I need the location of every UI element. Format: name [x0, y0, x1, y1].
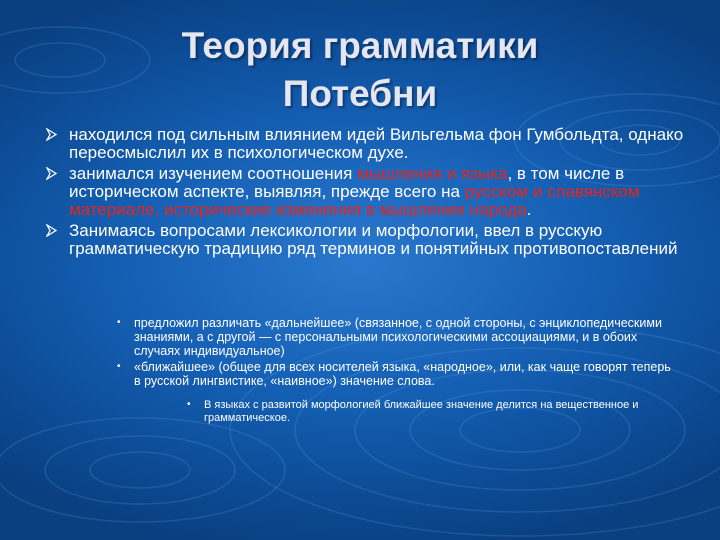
bullet-text: занимался изучением соотношения — [69, 164, 358, 183]
bullet-item — [46, 222, 686, 258]
bullet-text: Занимаясь вопросами лексикологии и морфологии, ввел в русскую грамматическую традицию ряд терминов и понятийных противопоставлений — [69, 221, 678, 258]
sub-bullet-text: «ближайшее» (общее для всех носителей языка, «народное», или, как чаще говорят теперь в русской лингвистике, «наивное») значение слова. — [134, 360, 671, 388]
title-line-2: Потебни — [282, 73, 438, 114]
arrowhead-icon — [46, 224, 57, 237]
dot-icon: • — [187, 399, 191, 410]
bullet-item — [46, 126, 686, 162]
bullet-list — [46, 126, 686, 261]
sub-bullet-item — [115, 316, 675, 358]
sub-bullet-item — [115, 360, 675, 388]
bullet-text: , в том числе в историческом аспекте, выявляя, прежде всего на — [69, 164, 625, 201]
title-line-1: Теория грамматики — [181, 25, 539, 66]
sub-bullet-list — [115, 316, 675, 390]
arrowhead-icon — [46, 128, 57, 141]
bullet-text: . — [526, 200, 532, 219]
highlighted-text: русском и славянском материале, исторические изменения в мышлении народа — [69, 182, 640, 219]
dot-icon: • — [117, 361, 121, 372]
bullet-item — [46, 165, 686, 219]
highlighted-text: мышления и языка — [357, 164, 508, 183]
sub-sub-bullet-text: В языках с развитой морфологией ближайшее значение делится на вещественное и грамматическое. — [204, 399, 639, 424]
slide-title — [0, 22, 720, 118]
bullet-text: находился под сильным влиянием идей Вильгельма фон Гумбольдта, однако переосмыслил их в психологическом духе. — [69, 125, 684, 162]
dot-icon: • — [117, 317, 121, 328]
sub-sub-bullet-list — [187, 399, 657, 424]
arrowhead-icon — [46, 167, 57, 180]
sub-bullet-text: предложил различать «дальнейшее» (связанное, с одной стороны, с энциклопедическими знаниями, а с другой — с персональными психологическими ассоциациями, и в обоих случаях индивидуальное) — [134, 316, 662, 358]
sub-sub-bullet-item — [187, 399, 657, 424]
